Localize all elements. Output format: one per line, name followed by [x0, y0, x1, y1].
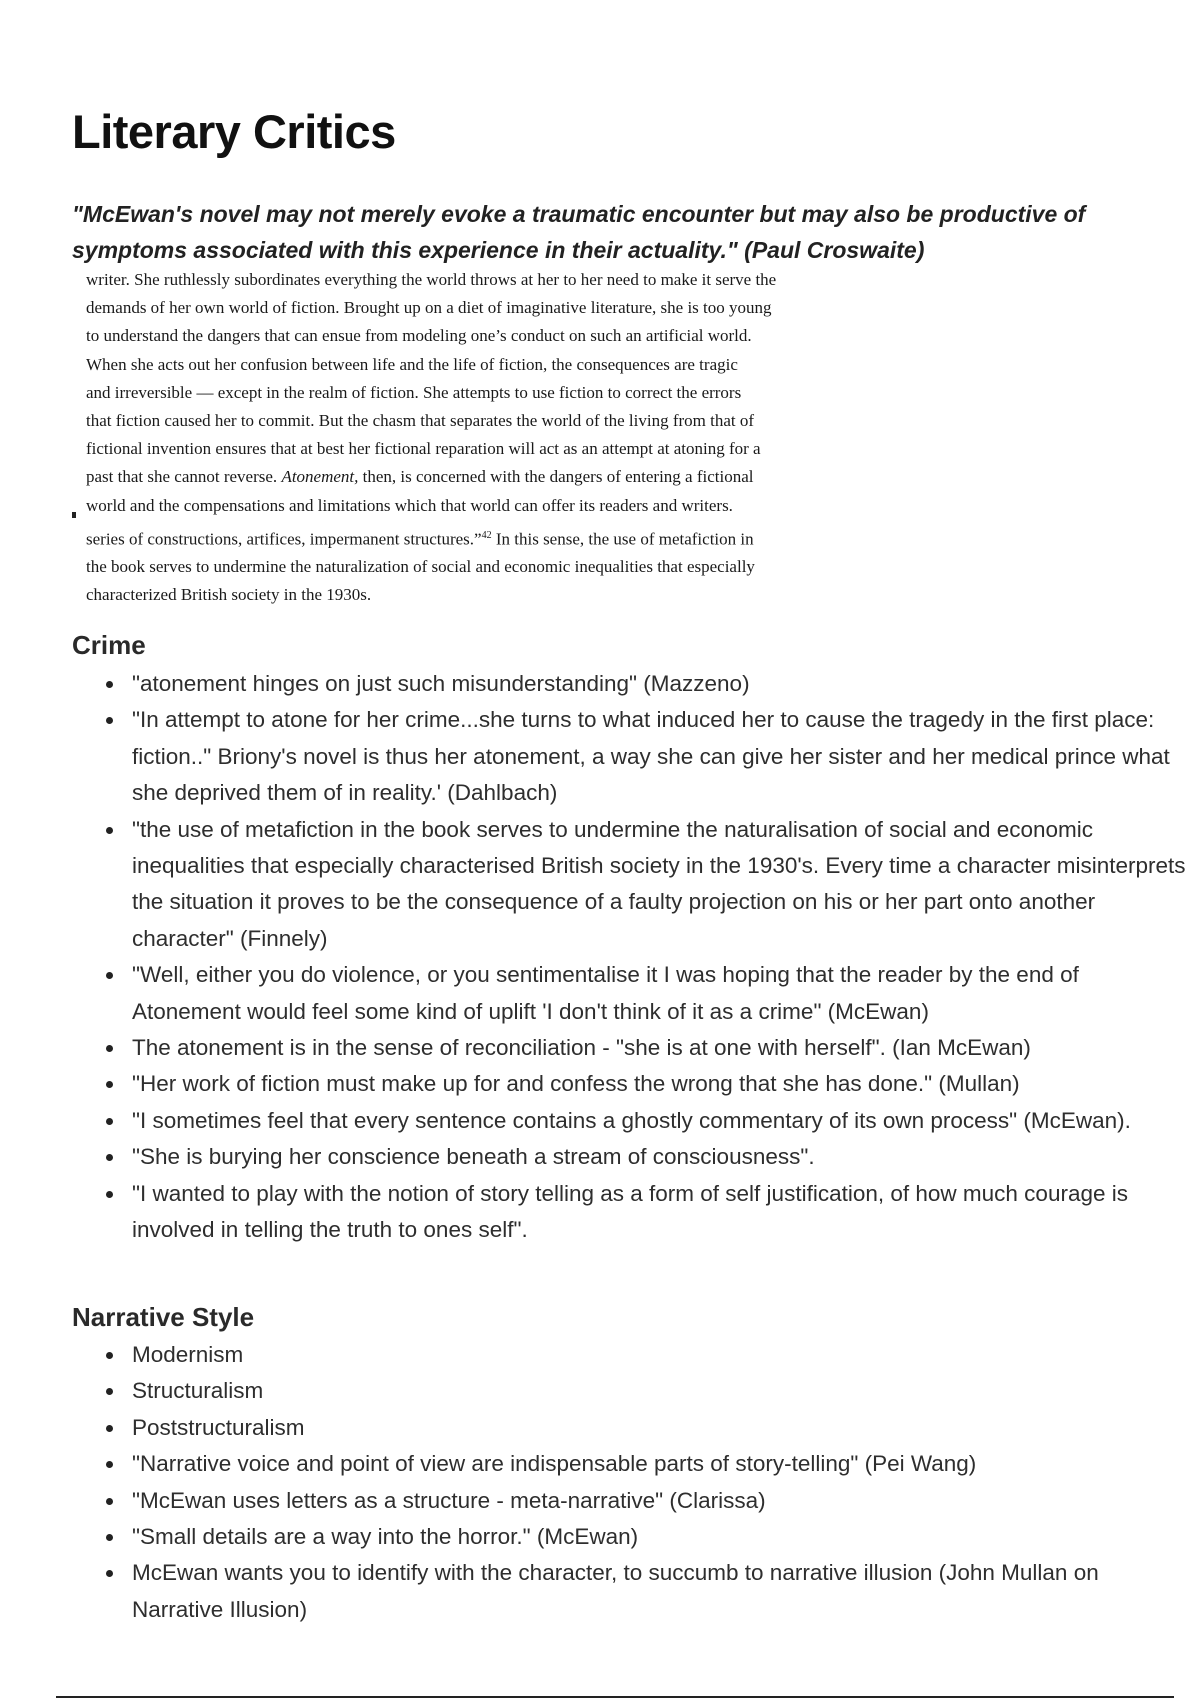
- scan-line: to understand the dangers that can ensue from modeling one’s conduct on such an artificial world.: [86, 326, 752, 346]
- scan-line: that fiction caused her to commit. But the chasm that separates the world of the living from that of: [86, 411, 755, 431]
- book-title-italic: Atonement,: [281, 467, 359, 487]
- footnote-number: 42: [481, 529, 492, 541]
- scan-text: series of constructions, artifices, impermanent structures.”: [86, 529, 482, 549]
- list-item: "Small details are a way into the horror." (McEwan): [132, 1519, 1192, 1555]
- list-item: "I wanted to play with the notion of story telling as a form of self justification, of how much courage is involved in telling the truth to ones self".: [132, 1176, 1192, 1249]
- page-bottom-rule: [56, 1696, 1174, 1698]
- scan-line: When she acts out her confusion between life and the life of fiction, the consequences are tragic: [86, 354, 738, 374]
- list-item: Structuralism: [132, 1373, 1192, 1409]
- list-item: "She is burying her conscience beneath a stream of consciousness".: [132, 1139, 1192, 1175]
- scan-line: demands of her own world of fiction. Brought up on a diet of imaginative literature, she is too young: [86, 298, 772, 318]
- scanned-excerpt-block-a: [86, 266, 1018, 520]
- stray-mark: [72, 512, 76, 518]
- list-item: Poststructuralism: [132, 1410, 1192, 1446]
- list-item: The atonement is in the sense of reconciliation - "she is at one with herself". (Ian McEwan): [132, 1030, 1192, 1066]
- list-item: Modernism: [132, 1337, 1192, 1373]
- scan-line: and irreversible — except in the realm of fiction. She attempts to use fiction to correct the errors: [86, 382, 742, 402]
- scan-line: writer. She ruthlessly subordinates everything the world throws at her to her need to make it serve the: [86, 270, 777, 289]
- scan-text: past that she cannot reverse.: [86, 467, 278, 487]
- list-item: "Narrative voice and point of view are indispensable parts of story-telling" (Pei Wang): [132, 1446, 1192, 1482]
- page-title: Literary Critics: [72, 105, 396, 158]
- scan-line: [86, 463, 1018, 491]
- scan-line: world and the compensations and limitations which that world can offer its readers and writers.: [86, 495, 733, 515]
- scanned-excerpt-block-b: [86, 522, 1018, 610]
- list-item: "In attempt to atone for her crime...she turns to what induced her to cause the tragedy in the first place: fiction.." Briony's novel is thus her atonement, a way she can give her sister and her medical prince what she deprived them of in reality.' (Dahlbach): [132, 702, 1192, 811]
- lead-quote: "McEwan's novel may not merely evoke a traumatic encounter but may also be productive of symptoms associated with this experience in their actuality." (Paul Croswaite): [72, 201, 1086, 263]
- scan-line: the book serves to undermine the naturalization of social and economic inequalities that especially: [86, 557, 755, 577]
- section-heading-crime: Crime: [72, 630, 146, 660]
- list-item: "Well, either you do violence, or you sentimentalise it I was hoping that the reader by the end of Atonement would feel some kind of uplift 'I don't think of it as a crime" (McEwan): [132, 957, 1192, 1030]
- section-heading-narrative-style: Narrative Style: [72, 1302, 255, 1332]
- scan-text: then, is concerned with the dangers of entering a fictional: [362, 467, 754, 487]
- scanned-excerpt: [86, 266, 1018, 609]
- scan-line: characterized British society in the 1930s.: [86, 585, 372, 605]
- narrative-style-list: [72, 1337, 1192, 1628]
- list-item: "the use of metafiction in the book serves to undermine the naturalisation of social and economic inequalities that especially characterised British society in the 1930's. Every time a character misinterprets the situation it proves to be the consequence of a faulty projection on his or her part onto another character" (Finnely): [132, 812, 1192, 958]
- crime-list: [72, 666, 1192, 1249]
- list-item: "Her work of fiction must make up for and confess the wrong that she has done." (Mullan): [132, 1066, 1192, 1102]
- scan-line: fictional invention ensures that at best her fictional reparation will act as an attempt at atoning for a: [86, 439, 761, 459]
- list-item: McEwan wants you to identify with the character, to succumb to narrative illusion (John Mullan on Narrative Illusion): [132, 1555, 1192, 1628]
- list-item: "McEwan uses letters as a structure - meta-narrative" (Clarissa): [132, 1483, 1192, 1519]
- scan-text: In this sense, the use of metafiction in: [491, 529, 754, 549]
- list-item: "I sometimes feel that every sentence contains a ghostly commentary of its own process" (McEwan).: [132, 1103, 1192, 1139]
- list-item: "atonement hinges on just such misunderstanding" (Mazzeno): [132, 666, 1192, 702]
- scan-line: [86, 522, 1018, 554]
